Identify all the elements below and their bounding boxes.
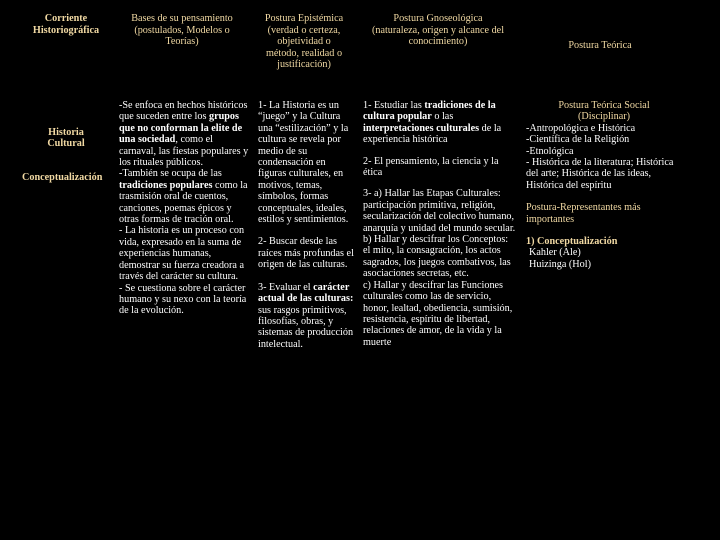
epistemica-paragraph-2: 2- Buscar desde las raíces más profundas el origen de las culturas. xyxy=(258,236,354,271)
teorica-item: -Etnológica xyxy=(526,145,574,157)
epistemica-paragraph-3: 3- Evaluar el carácter actual de las culturas: sus rasgos primitivos, filosofías, obras, y sistemas de producción intelectual. xyxy=(258,281,354,350)
comparison-table xyxy=(18,13,718,453)
header-line: método, realidad o xyxy=(265,47,343,59)
gnoseologica-paragraph-1: 1- Estudiar las tradiciones de la cultura popular o las interpretaciones culturales de la experiencia histórica xyxy=(363,100,502,146)
bases-paragraph-1: -Se enfoca en hechos históricos que suceden entre los grupos que no conforman la elite de una sociedad, como el carnaval, las fiestas populares y los rituales públicos. xyxy=(119,100,249,169)
bases-paragraph-2: -También se ocupa de las tradiciones populares como la trasmisión oral de cuentos, canciones, poemas épicos y otras formas de tración oral. xyxy=(119,168,248,226)
header-line: (verdad o certeza, xyxy=(267,24,341,36)
bases-paragraph-4: - Se cuestiona sobre el carácter humano y su nexo con la teoría de la evolución. xyxy=(119,282,247,317)
gnoseologica-paragraph-5: c) Hallar y descifrar las Funciones culturales como las de servicio, honor, lealtad, obediencia, sumisión, resistencia, espíritu de libertad, relaciones de amor, de la vida y la muerte xyxy=(363,279,513,348)
header-line: conocimiento) xyxy=(408,36,468,48)
gnoseologica-paragraph-4: b) Hallar y descifrar los Conceptos: el mito, la consagración, los actos sagrados, los juegos combativos, las asociaciones secretas, etc. xyxy=(363,234,511,280)
header-line: Postura Teórica xyxy=(568,40,632,51)
header-line: objetividad o xyxy=(277,36,331,48)
representantes-title: 1) Conceptualización xyxy=(526,236,618,248)
bases-text xyxy=(119,100,251,317)
heading-line: Postura Teórica Social xyxy=(558,100,650,111)
header-teorica xyxy=(522,13,678,97)
teorica-heading-1 xyxy=(526,100,682,123)
teorica-text xyxy=(526,100,682,270)
heading-line: (Disciplinar) xyxy=(577,111,631,123)
teorica-item: -Antropológica e Histórica xyxy=(526,122,636,134)
header-epistemica xyxy=(254,13,354,97)
header-line: (postulados, Modelos o xyxy=(134,24,230,36)
gnoseologica-paragraph-3: 3- a) Hallar las Etapas Culturales: participación primitiva, religión, secularización del colectivo humano, anarquía y unidad del mundo secular. xyxy=(363,188,516,234)
header-line: Bases de su pensamiento xyxy=(131,13,233,24)
header-line: justificación) xyxy=(277,59,331,71)
representante: Kahler (Ale) xyxy=(529,247,581,259)
gnoseologica-text xyxy=(363,100,518,348)
column-bases xyxy=(114,13,250,317)
corriente-title xyxy=(18,127,114,150)
column-gnoseologica xyxy=(358,13,518,348)
header-gnoseologica xyxy=(358,13,518,97)
header-line: Historiográfica xyxy=(32,24,100,36)
header-line: Postura Epistémica xyxy=(264,13,344,24)
bases-paragraph-3: - La historia es un proceso con vida, expresado en la suma de experiencias humanas, demostrar su fuerza creadora a través del carácter su cultura. xyxy=(119,225,245,283)
gnoseologica-paragraph-2: 2- El pensamiento, la ciencia y la ética xyxy=(363,155,499,179)
title-line: Historia xyxy=(48,127,84,138)
header-line: Teorías) xyxy=(165,36,199,48)
header-corriente xyxy=(18,13,114,97)
epistemica-text xyxy=(258,100,354,350)
column-corriente xyxy=(18,13,114,183)
teorica-item: - Histórica de la literatura; Histórica del arte; Histórica de las ideas, Histórica del espíritu xyxy=(526,157,674,191)
corriente-subtitle: Conceptualización xyxy=(22,172,103,183)
column-epistemica xyxy=(254,13,354,350)
header-line: Postura Gnoseológica xyxy=(393,13,483,24)
representante: Huizinga (Hol) xyxy=(529,258,591,270)
teorica-heading-2: Postura-Representantes más importantes xyxy=(526,202,641,225)
header-line: (naturaleza, origen y alcance del xyxy=(371,24,505,36)
header-bases xyxy=(114,13,250,97)
teorica-item: -Científica de la Religión xyxy=(526,134,630,146)
epistemica-paragraph-1: 1- La Historia es un “juego” y la Cultura una “estilización” y la cultura se revela por medio de su condensación en figuras culturales, en motivos, temas, símbolos, formas conceptuales, ideales, estilos y sentimientos. xyxy=(258,100,349,226)
title-line: Cultural xyxy=(47,138,85,150)
column-teorica xyxy=(522,13,678,270)
header-line: Corriente xyxy=(44,13,88,24)
